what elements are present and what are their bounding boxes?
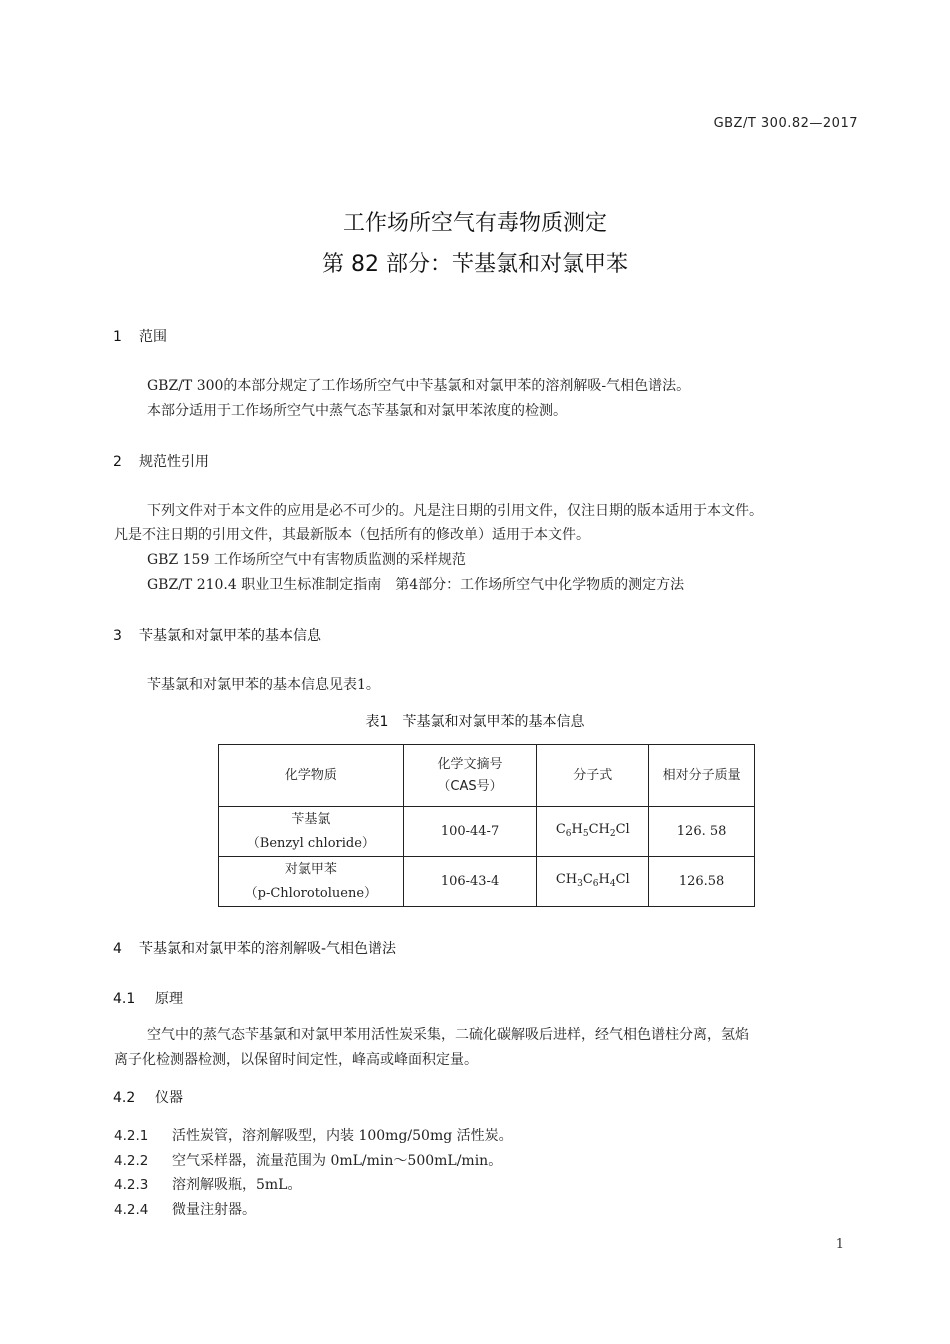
- section-number: 1: [113, 329, 122, 345]
- section-title: 原理: [155, 991, 183, 1007]
- cas-cell: 106-43-4: [403, 857, 537, 907]
- paragraph: 下列文件对于本文件的应用是必不可少的。凡是注日期的引用文件，仅注日期的版本适用于本文件。: [147, 503, 763, 519]
- section-number: 4.1: [113, 991, 136, 1007]
- section-title: 仪器: [155, 1090, 183, 1106]
- paragraph: 空气中的蒸气态苄基氯和对氯甲苯用活性炭采集，二硫化碳解吸后进样，经气相色谱柱分离，氢焰: [147, 1027, 749, 1043]
- reference-item: GBZ 159 工作场所空气中有害物质监测的采样规范: [147, 552, 466, 568]
- paragraph: 本部分适用于工作场所空气中蒸气态苄基氯和对氯甲苯浓度的检测。: [147, 403, 567, 419]
- page-number: 1: [835, 1237, 844, 1252]
- formula-cell: $C_6H_5CH_2Cl$: [537, 807, 649, 857]
- list-item: 4.2.1 活性炭管，溶剂解吸型，内装 100mg/50mg 活性炭。: [114, 1128, 513, 1144]
- table-row: [219, 857, 755, 907]
- list-item: 4.2.4 微量注射器。: [114, 1202, 256, 1218]
- column-header-line: 化学文摘号: [437, 756, 503, 772]
- reference-item: GBZ/T 210.4 职业卫生标准制定指南 第4部分：工作场所空气中化学物质的测定方法: [147, 577, 685, 593]
- column-header-line: （CAS号）: [437, 778, 503, 794]
- section-4-2-heading: [113, 1087, 183, 1107]
- paragraph: 凡是不注日期的引用文件，其最新版本（包括所有的修改单）适用于本文件。: [114, 527, 590, 543]
- section-title: 苄基氯和对氯甲苯的溶剂解吸-气相色谱法: [139, 941, 397, 957]
- paragraph: 离子化检测器检测，以保留时间定性，峰高或峰面积定量。: [114, 1052, 478, 1068]
- section-4-heading: [113, 938, 396, 958]
- section-2-heading: [113, 451, 209, 471]
- table-header-row: [219, 745, 755, 807]
- substance-name-en: （p-Chlorotoluene）: [244, 885, 378, 901]
- list-item: 4.2.2 空气采样器，流量范围为 0mL/min～500mL/min。: [114, 1153, 503, 1169]
- cas-cell: 100-44-7: [403, 807, 537, 857]
- section-number: 3: [113, 628, 122, 644]
- section-title: 范围: [139, 329, 167, 345]
- paragraph: GBZ/T 300的本部分规定了工作场所空气中苄基氯和对氯甲苯的溶剂解吸-气相色谱法。: [147, 378, 691, 394]
- substance-cell: [219, 807, 404, 857]
- section-number: 2: [113, 454, 122, 470]
- mass-cell: 126. 58: [649, 807, 755, 857]
- substance-name-cn: 对氯甲苯: [284, 861, 337, 877]
- document-title-line1: 工作场所空气有毒物质测定: [342, 211, 607, 236]
- substance-name-en: （Benzyl chloride）: [246, 835, 375, 851]
- document-title-line2: 第 82 部分：苄基氯和对氯甲苯: [322, 252, 628, 277]
- section-number: 4: [113, 941, 122, 957]
- table-caption: 表1 苄基氯和对氯甲苯的基本信息: [365, 714, 585, 730]
- column-header: 化学物质: [219, 745, 404, 807]
- section-1-heading: [113, 326, 167, 346]
- column-header: [403, 745, 537, 807]
- formula-cell: $CH_3C_6H_4Cl$: [537, 857, 649, 907]
- mass-cell: 126.58: [649, 857, 755, 907]
- column-header: 分子式: [537, 745, 649, 807]
- list-item: 4.2.3 溶剂解吸瓶，5mL。: [114, 1177, 302, 1193]
- section-number: 4.2: [113, 1090, 136, 1106]
- section-title: 规范性引用: [139, 454, 209, 470]
- column-header: 相对分子质量: [649, 745, 755, 807]
- section-title: 苄基氯和对氯甲苯的基本信息: [139, 628, 321, 644]
- basic-info-table: [218, 744, 755, 907]
- paragraph: 苄基氯和对氯甲苯的基本信息见表1。: [147, 677, 380, 693]
- section-4-1-heading: [113, 988, 183, 1008]
- substance-name-cn: 苄基氯: [291, 811, 331, 827]
- document-code: GBZ/T 300.82—2017: [713, 116, 858, 131]
- table-row: [219, 807, 755, 857]
- section-3-heading: [113, 625, 321, 645]
- substance-cell: [219, 857, 404, 907]
